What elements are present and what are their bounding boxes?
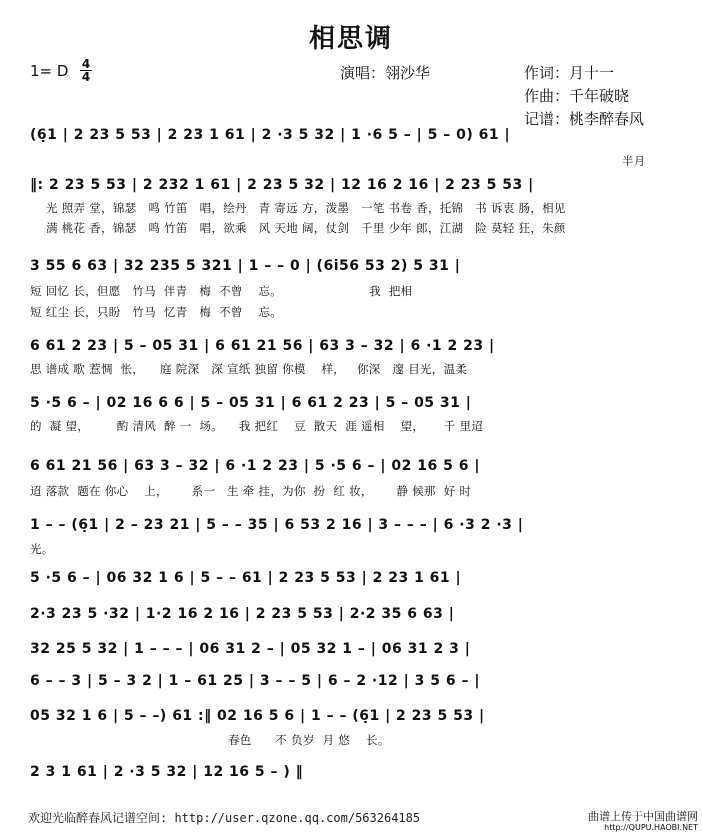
watermark: 曲谱上传于中国曲谱网 (588, 810, 698, 823)
lyric-line: 满 桃花 香，锦瑟 鸣 竹笛 唱，欲乘 风 天地 阔，仗剑 千里 少年 郎，江湖 险 莫轻 狂，朱颜 (46, 221, 566, 235)
lyric-line: 思 谱成 歌 惹惆 怅， 庭 院深 深 宣纸 独留 你模 样， 你深 邃 目光，温柔 (30, 362, 468, 376)
lyricist-credit: 作词：月十一 (524, 64, 615, 82)
notation-line: 6 – – 3 | 5 – 3 2 | 1 – 61 25 | 3 – – 5 | 6 – 2 ·12 | 3 5 6 – | (30, 673, 480, 689)
key-signature: 1= D (30, 62, 69, 80)
time-signature (80, 58, 92, 83)
notation-line: 05 32 1 6 | 5 – –) 61 :‖ 02 16 5 6 | 1 – – (6̣1 | 2 23 5 53 | (30, 708, 485, 724)
notation-line: (6̣1 | 2 23 5 53 | 2 23 1 61 | 2 ·3 5 32 | 1 ·6 5 – | 5 – 0) 61 | (30, 127, 511, 143)
lyric-line: 光 照弄 堂，锦瑟 鸣 竹笛 唱，绘丹 青 寄远 方，泼墨 一笔 书卷 香，托锦 书 诉衷 肠，相见 (46, 201, 566, 215)
watermark-url: http://QUPU.HAOBI.NET (604, 823, 698, 832)
notation-line: 5 ·5 6 – | 06 32 1 6 | 5 – – 61 | 2 23 5 53 | 2 23 1 61 | (30, 570, 462, 586)
lyric-line: 春色 不 负岁 月 悠 长。 (228, 733, 390, 747)
lyric-line: 迢 落款 题在 你心 上， 系一 生 牵 挂，为你 扮 红 妆， 静 候那 好 时 (30, 484, 472, 498)
lyric-line: 的 凝 望， 酌 清风 醉 一 场。 我 把红 豆 散天 涯 遥相 望， 千 里迢 (30, 419, 484, 433)
lyric-line: 光。 (30, 542, 54, 556)
time-signature-bottom: 4 (81, 70, 91, 84)
lyric-line: 半月 (622, 154, 646, 168)
notation-line: 2·3 23 5 ·32 | 1·2 16 2 16 | 2 23 5 53 | 2·2 35 6 63 | (30, 606, 455, 622)
footer-text: 欢迎光临醉春风记谱空间: http://user.qzone.qq.com/563264185 (28, 811, 421, 825)
notation-line: 3 55 6 63 | 32 235 5 321 | 1 – – 0 | (6i56 53 2) 5 31 | (30, 258, 461, 274)
notation-line: ‖: 2 23 5 53 | 2 232 1 61 | 2 23 5 32 | 12 16 2 16 | 2 23 5 53 | (30, 177, 534, 193)
singer-credit: 演唱：翎沙华 (340, 64, 431, 82)
notation-line: 6 61 2 23 | 5 – 05 31 | 6 61 21 56 | 63 3 – 32 | 6 ·1 2 23 | (30, 338, 495, 354)
composer-credit: 作曲：千年破晓 (524, 87, 630, 105)
lyric-line: 短 红尘 长，只盼 竹马 忆青 梅 不曾 忘。 (30, 305, 283, 319)
notation-line: 6 61 21 56 | 63 3 – 32 | 6 ·1 2 23 | 5 ·5 6 – | 02 16 5 6 | (30, 458, 480, 474)
transcriber-credit: 记谱：桃李醉春风 (524, 110, 645, 128)
notation-line: 2 3 1 61 | 2 ·3 5 32 | 12 16 5 – ) ‖ (30, 764, 304, 780)
notation-line: 5 ·5 6 – | 02 16 6 6 | 5 – 05 31 | 6 61 2 23 | 5 – 05 31 | (30, 395, 472, 411)
lyric-line: 短 回忆 长，但愿 竹马 伴青 梅 不曾 忘。 我 把相 (30, 284, 413, 298)
time-signature-top: 4 (81, 57, 91, 71)
page-title: 相思调 (308, 24, 393, 54)
notation-line: 32 25 5 32 | 1 – – – | 06 31 2 – | 05 32 1 – | 06 31 2 3 | (30, 641, 471, 657)
notation-line: 1 – – (6̣1 | 2 – 23 21 | 5 – – 35 | 6 53 2 16 | 3 – – – | 6 ·3 2 ·3 | (30, 517, 524, 533)
